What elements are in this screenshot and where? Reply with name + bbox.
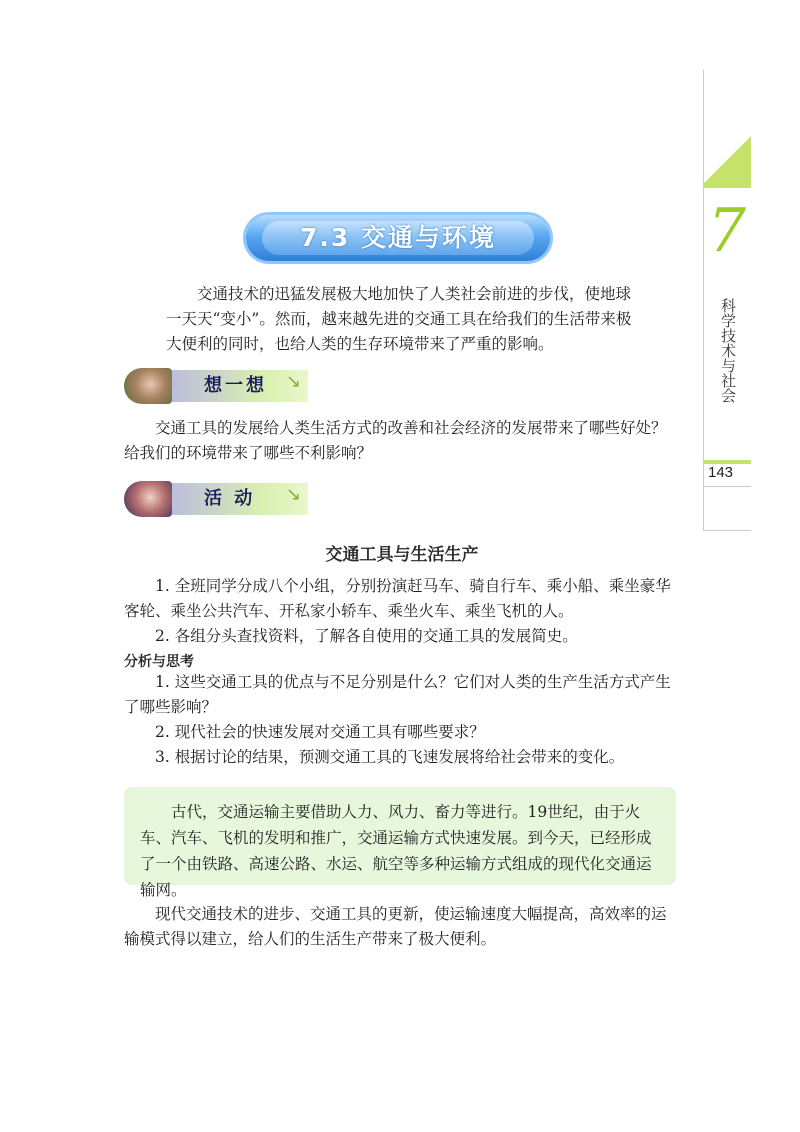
think-text: 交通工具的发展给人类生活方式的改善和社会经济的发展带来了哪些好处？给我们的环境带来了哪些不利影响？ bbox=[124, 419, 667, 462]
note-box bbox=[124, 787, 676, 899]
closing-text: 现代交通技术的进步、交通工具的更新，使运输速度大幅提高，高效率的运输模式得以建立，给人们的生活生产带来了极大便利。 bbox=[124, 905, 667, 948]
chapter-tab-corner bbox=[703, 136, 751, 184]
section-intro: 交通技术的迅猛发展极大地加快了人类社会前进的步伐，使地球一天天“变小”。然而，越来越先进的交通工具在给我们的生活带来极大便利的同时，也给人类的生存环境带来了严重的影响。 bbox=[166, 285, 632, 353]
think-banner bbox=[124, 368, 308, 404]
chapter-tab-stripe bbox=[703, 184, 751, 188]
activity-label: 活 动 bbox=[204, 488, 256, 509]
page-number: 143 bbox=[708, 464, 734, 481]
think-label: 想一想 bbox=[204, 375, 267, 396]
activity-step: 1. 全班同学分成八个小组，分别扮演赶马车、骑自行车、乘小船、乘坐豪华客轮、乘坐公共汽车、开私家小轿车、乘坐火车、乘坐飞机的人。 bbox=[124, 577, 671, 620]
chapter-title: 科学技术与社会 bbox=[719, 298, 737, 403]
analysis-question: 3. 根据讨论的结果，预测交通工具的飞速发展将给社会带来的变化。 bbox=[155, 748, 625, 766]
analysis-heading: 分析与思考 bbox=[124, 654, 194, 670]
arrow-icon: ↘ bbox=[286, 371, 302, 392]
analysis-question: 1. 这些交通工具的优点与不足分别是什么？它们对人类的生产生活方式产生了哪些影响？ bbox=[124, 673, 671, 716]
chapter-number: 7 bbox=[707, 196, 747, 266]
section-title: 7.3 交通与环境 bbox=[300, 223, 496, 252]
chapter-tab-bottom bbox=[703, 485, 751, 531]
student-photo bbox=[124, 481, 172, 517]
note-text: 古代，交通运输主要借助人力、风力、畜力等进行。19世纪，由于火车、汽车、飞机的发明和推广，交通运输方式快速发展。到今天，已经形成了一个由铁路、高速公路、水运、航空等多种运输方式组成的现代化交通运输网。 bbox=[140, 803, 652, 899]
activity-heading: 交通工具与生活生产 bbox=[325, 545, 479, 565]
analysis-question: 2. 现代社会的快速发展对交通工具有哪些要求？ bbox=[155, 723, 485, 741]
activity-banner bbox=[124, 481, 308, 517]
arrow-icon: ↘ bbox=[286, 484, 302, 505]
activity-step: 2. 各组分头查找资料，了解各自使用的交通工具的发展简史。 bbox=[155, 627, 578, 645]
student-photo bbox=[124, 368, 172, 404]
